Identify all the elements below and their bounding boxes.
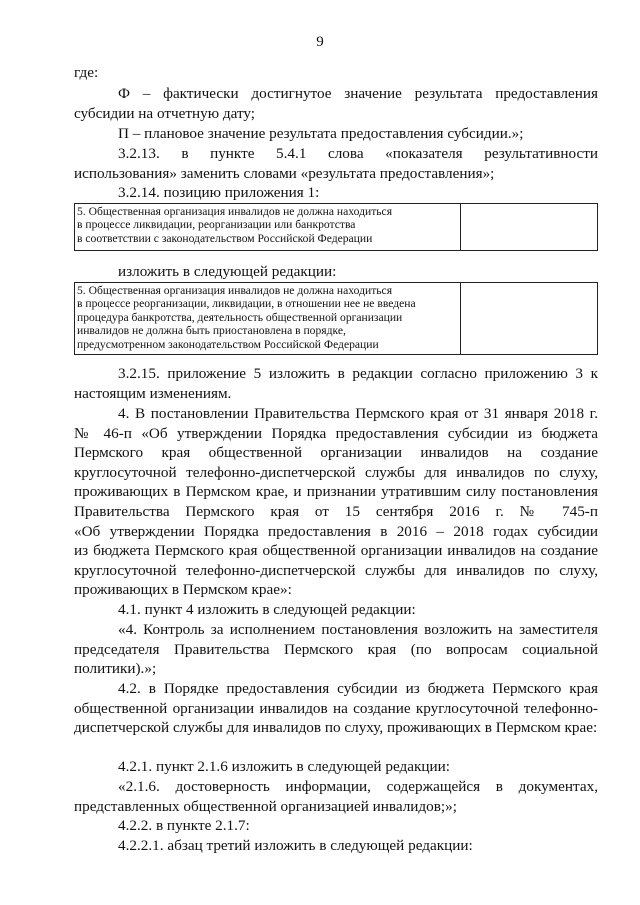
paragraph-line: 4. В постановлении Правительства Пермского края от 31 января 2018 г. bbox=[118, 405, 598, 422]
item-4-2-2: 4.2.2. в пункте 2.1.7: bbox=[118, 817, 250, 834]
item-4-1: 4.1. пункт 4 изложить в следующей редакции: bbox=[118, 601, 416, 618]
item-3-2-14: 3.2.14. позицию приложения 1: bbox=[118, 184, 320, 201]
old-position-text bbox=[75, 204, 461, 250]
paragraph-line: Правительства Пермского края от 15 сентября 2016 г. № 745-п bbox=[74, 502, 598, 520]
where-label: где: bbox=[74, 64, 99, 81]
paragraph-line: «Об утверждении Порядка предоставления в 2016 – 2018 годах субсидии bbox=[74, 522, 598, 540]
table-line: инвалидов не должна быть приостановлена в порядке, bbox=[77, 324, 346, 338]
table-line: в соответствии с законодательством Российской Федерации bbox=[77, 231, 373, 245]
table-line: в процессе реорганизации, ликвидации, в отношении нее не введена bbox=[77, 297, 416, 311]
paragraph-line: Пермского края общественной организации инвалидов на создание bbox=[74, 444, 598, 462]
new-position-text bbox=[75, 283, 461, 354]
paragraph-line: проживающих в Пермском крае, и признании утратившим силу постановления bbox=[74, 483, 598, 501]
table-line: в процессе ликвидации, реорганизации или банкротства bbox=[77, 218, 356, 232]
paragraph-line: круглосуточной телефонно-диспетчерской службы для инвалидов по слуху, bbox=[74, 561, 598, 579]
page-number: 9 bbox=[316, 34, 324, 50]
table-line: предусмотренном законодательством Российской Федерации bbox=[77, 337, 379, 351]
item-3-2-15: 3.2.15. приложение 5 изложить в редакции согласно приложению 3 к настоящим изменениям. bbox=[74, 365, 598, 402]
item-4-2: 4.2. в Порядке предоставления субсидии из бюджета Пермского края общественной организации инвалидов на создание круглосуточной телефонно-диспетчерской службы для инвалидов по слуху, проживающих в Пермском крае: bbox=[74, 680, 598, 737]
definition-f: Ф – фактически достигнутое значение результата предоставления субсидии на отчетную дату; bbox=[74, 85, 598, 122]
table-line: 5. Общественная организация инвалидов не должна находиться bbox=[77, 205, 393, 218]
new-position-table bbox=[74, 282, 598, 355]
new-position-empty-cell bbox=[461, 283, 597, 354]
item-3-2-13: 3.2.13. в пункте 5.4.1 слова «показателя результативности использования» заменить словами «результата предоставления»; bbox=[74, 145, 598, 182]
new-edition-label: изложить в следующей редакции: bbox=[118, 263, 337, 280]
item-4-1-text: «4. Контроль за исполнением постановления возложить на заместителя председателя Правительства Пермского края (по вопросам социальной политики).»; bbox=[74, 621, 598, 678]
item-4-2-1: 4.2.1. пункт 2.1.6 изложить в следующей редакции: bbox=[118, 758, 450, 775]
item-4-2-2-1: 4.2.2.1. абзац третий изложить в следующей редакции: bbox=[118, 837, 473, 854]
paragraph-line: круглосуточной телефонно-диспетчерской службы для инвалидов по слуху, bbox=[74, 463, 598, 481]
paragraph-line: № 46-п «Об утверждении Порядка предоставления субсидии из бюджета bbox=[74, 424, 598, 442]
old-position-empty-cell bbox=[461, 204, 597, 250]
item-4 bbox=[74, 404, 598, 600]
table-line: 5. Общественная организация инвалидов не должна находиться bbox=[77, 284, 393, 297]
old-position-table bbox=[74, 203, 598, 251]
table-line: процедура банкротства, деятельность общественной организации bbox=[77, 310, 403, 324]
definition-p: П – плановое значение результата предоставления субсидии.»; bbox=[118, 125, 524, 142]
paragraph-line: проживающих в Пермском крае»: bbox=[74, 581, 292, 599]
paragraph-line: из бюджета Пермского края общественной организации инвалидов на создание bbox=[74, 542, 598, 560]
item-4-2-1-text: «2.1.6. достоверность информации, содержащейся в документах, представленных общественной организацией инвалидов;»; bbox=[74, 778, 598, 815]
